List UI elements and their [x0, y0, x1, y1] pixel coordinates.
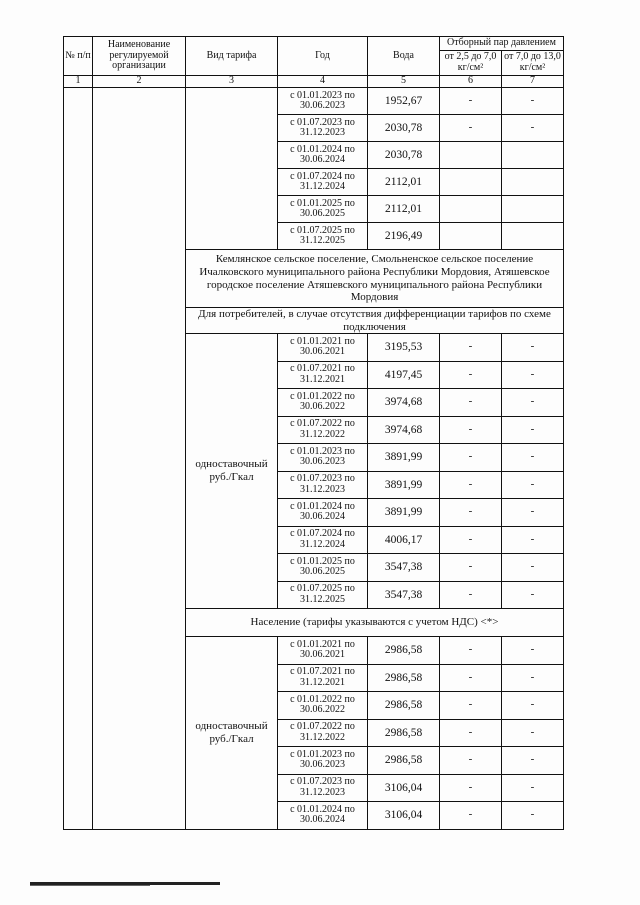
block-c-water-price-cell: 2986,58 [368, 747, 440, 775]
block-a-steam-high-price-cell [502, 196, 564, 223]
col-number-1: 1 [64, 76, 93, 88]
population-title: Население (тарифы указываются с учетом НДС) <*> [186, 609, 564, 637]
block-c-water-price-cell: 2986,58 [368, 692, 440, 720]
block-a-steam-high-price-cell [502, 142, 564, 169]
header-steam-low: от 2,5 до 7,0 кг/см² [440, 51, 502, 76]
page-footer-rule [30, 882, 220, 885]
tariff-table [63, 36, 564, 830]
organization-cell [93, 88, 186, 830]
block-c-steam-high-price-cell: - [502, 747, 564, 775]
header-steam-high: от 7,0 до 13,0 кг/см² [502, 51, 564, 76]
block-c-steam-high-price-cell: - [502, 665, 564, 693]
tariff-cell-c [186, 637, 278, 830]
header-water: Вода [368, 37, 440, 76]
block-c-period-cell: с 01.01.2021 по 30.06.2021 [278, 637, 368, 665]
block-b-water-price-cell: 3974,68 [368, 417, 440, 445]
block-b-water-price-cell: 3891,99 [368, 444, 440, 472]
tariff-unit-label: руб./Гкал [209, 732, 254, 745]
block-b-water-price-cell: 3974,68 [368, 389, 440, 417]
block-b-period-cell: с 01.01.2024 по 30.06.2024 [278, 499, 368, 527]
block-b-water-price-cell: 3891,99 [368, 499, 440, 527]
block-a-steam-low-price-cell [440, 223, 502, 250]
block-b-steam-low-price-cell: - [440, 362, 502, 390]
block-a-water-price-cell: 2196,49 [368, 223, 440, 250]
block-b-steam-low-price-cell: - [440, 417, 502, 445]
col-number-2: 2 [93, 76, 186, 88]
block-c-water-price-cell: 2986,58 [368, 720, 440, 748]
block-a-period-cell: с 01.07.2025 по 31.12.2025 [278, 223, 368, 250]
number-cell [64, 88, 93, 830]
block-b-steam-low-price-cell: - [440, 472, 502, 500]
block-b-steam-high-price-cell: - [502, 554, 564, 582]
block-c-steam-high-price-cell: - [502, 692, 564, 720]
block-b-water-price-cell: 4006,17 [368, 527, 440, 555]
settlement-title: Кемлянское сельское поселение, Смольненское сельское поселение Ичалковского муниципального района Республики Мордовия, Атяшевское городское поселение Атяшевского муниципального района Республики Мордовия [186, 250, 564, 308]
block-c-steam-low-price-cell: - [440, 747, 502, 775]
block-c-steam-low-price-cell: - [440, 692, 502, 720]
block-b-steam-low-price-cell: - [440, 334, 502, 362]
block-c-period-cell: с 01.07.2021 по 31.12.2021 [278, 665, 368, 693]
block-b-period-cell: с 01.01.2023 по 30.06.2023 [278, 444, 368, 472]
col-number-6: 6 [440, 76, 502, 88]
block-a-water-price-cell: 2112,01 [368, 196, 440, 223]
tariff-type-label: одноставочный [195, 457, 268, 470]
tariff-cell-b [186, 334, 278, 609]
header-year: Год [278, 37, 368, 76]
block-c-steam-low-price-cell: - [440, 720, 502, 748]
block-c-period-cell: с 01.01.2022 по 30.06.2022 [278, 692, 368, 720]
block-c-steam-low-price-cell: - [440, 775, 502, 803]
block-b-steam-high-price-cell: - [502, 582, 564, 610]
block-b-water-price-cell: 3547,38 [368, 582, 440, 610]
tariff-type-label: одноставочный [195, 719, 268, 732]
block-b-period-cell: с 01.01.2022 по 30.06.2022 [278, 389, 368, 417]
block-b-steam-low-price-cell: - [440, 444, 502, 472]
tariff-cell-a [186, 88, 278, 250]
block-c-water-price-cell: 3106,04 [368, 775, 440, 803]
block-b-steam-low-price-cell: - [440, 389, 502, 417]
block-c-period-cell: с 01.01.2024 по 30.06.2024 [278, 802, 368, 830]
block-b-period-cell: с 01.01.2025 по 30.06.2025 [278, 554, 368, 582]
block-b-steam-low-price-cell: - [440, 499, 502, 527]
block-c-steam-high-price-cell: - [502, 775, 564, 803]
block-a-water-price-cell: 2030,78 [368, 115, 440, 142]
block-c-water-price-cell: 2986,58 [368, 637, 440, 665]
block-b-steam-high-price-cell: - [502, 362, 564, 390]
block-c-steam-low-price-cell: - [440, 802, 502, 830]
block-a-period-cell: с 01.07.2023 по 31.12.2023 [278, 115, 368, 142]
block-c-steam-low-price-cell: - [440, 665, 502, 693]
block-c-water-price-cell: 2986,58 [368, 665, 440, 693]
block-c-period-cell: с 01.07.2023 по 31.12.2023 [278, 775, 368, 803]
block-a-period-cell: с 01.01.2023 по 30.06.2023 [278, 88, 368, 115]
block-c-steam-high-price-cell: - [502, 637, 564, 665]
block-a-steam-low-price-cell [440, 142, 502, 169]
header-organization: Наименование регулируемой организации [93, 37, 186, 76]
block-c-steam-high-price-cell: - [502, 720, 564, 748]
block-b-steam-high-price-cell: - [502, 417, 564, 445]
block-c-steam-low-price-cell: - [440, 637, 502, 665]
block-b-steam-low-price-cell: - [440, 527, 502, 555]
block-b-steam-high-price-cell: - [502, 472, 564, 500]
block-b-water-price-cell: 4197,45 [368, 362, 440, 390]
block-c-water-price-cell: 3106,04 [368, 802, 440, 830]
block-a-steam-high-price-cell [502, 169, 564, 196]
header-steam-group: Отборный пар давлением [440, 37, 564, 51]
block-a-steam-high-price-cell: - [502, 88, 564, 115]
col-number-4: 4 [278, 76, 368, 88]
block-c-period-cell: с 01.07.2022 по 31.12.2022 [278, 720, 368, 748]
header-tariff-type: Вид тарифа [186, 37, 278, 76]
block-b-period-cell: с 01.01.2021 по 30.06.2021 [278, 334, 368, 362]
block-b-steam-high-price-cell: - [502, 499, 564, 527]
block-a-steam-low-price-cell: - [440, 115, 502, 142]
block-a-period-cell: с 01.01.2025 по 30.06.2025 [278, 196, 368, 223]
col-number-5: 5 [368, 76, 440, 88]
tariff-unit-label: руб./Гкал [209, 471, 254, 483]
block-b-period-cell: с 01.07.2025 по 31.12.2025 [278, 582, 368, 610]
block-b-water-price-cell: 3891,99 [368, 472, 440, 500]
col-number-7: 7 [502, 76, 564, 88]
block-a-period-cell: с 01.01.2024 по 30.06.2024 [278, 142, 368, 169]
block-b-steam-high-price-cell: - [502, 334, 564, 362]
block-b-period-cell: с 01.07.2024 по 31.12.2024 [278, 527, 368, 555]
block-b-period-cell: с 01.07.2022 по 31.12.2022 [278, 417, 368, 445]
header-number: № п/п [64, 37, 93, 76]
block-b-water-price-cell: 3195,53 [368, 334, 440, 362]
consumers-title: Для потребителей, в случае отсутствия дифференциации тарифов по схеме подключения [186, 308, 564, 334]
block-b-steam-high-price-cell: - [502, 527, 564, 555]
block-a-period-cell: с 01.07.2024 по 31.12.2024 [278, 169, 368, 196]
block-c-period-cell: с 01.01.2023 по 30.06.2023 [278, 747, 368, 775]
block-b-period-cell: с 01.07.2023 по 31.12.2023 [278, 472, 368, 500]
block-a-water-price-cell: 2030,78 [368, 142, 440, 169]
block-a-water-price-cell: 2112,01 [368, 169, 440, 196]
block-b-steam-high-price-cell: - [502, 444, 564, 472]
block-b-steam-low-price-cell: - [440, 582, 502, 610]
col-number-3: 3 [186, 76, 278, 88]
block-b-period-cell: с 01.07.2021 по 31.12.2021 [278, 362, 368, 390]
block-a-steam-low-price-cell [440, 196, 502, 223]
block-a-steam-high-price-cell: - [502, 115, 564, 142]
block-a-steam-low-price-cell [440, 169, 502, 196]
block-a-steam-low-price-cell: - [440, 88, 502, 115]
block-a-water-price-cell: 1952,67 [368, 88, 440, 115]
block-b-steam-low-price-cell: - [440, 554, 502, 582]
block-b-steam-high-price-cell: - [502, 389, 564, 417]
block-b-water-price-cell: 3547,38 [368, 554, 440, 582]
block-a-steam-high-price-cell [502, 223, 564, 250]
block-c-steam-high-price-cell: - [502, 802, 564, 830]
